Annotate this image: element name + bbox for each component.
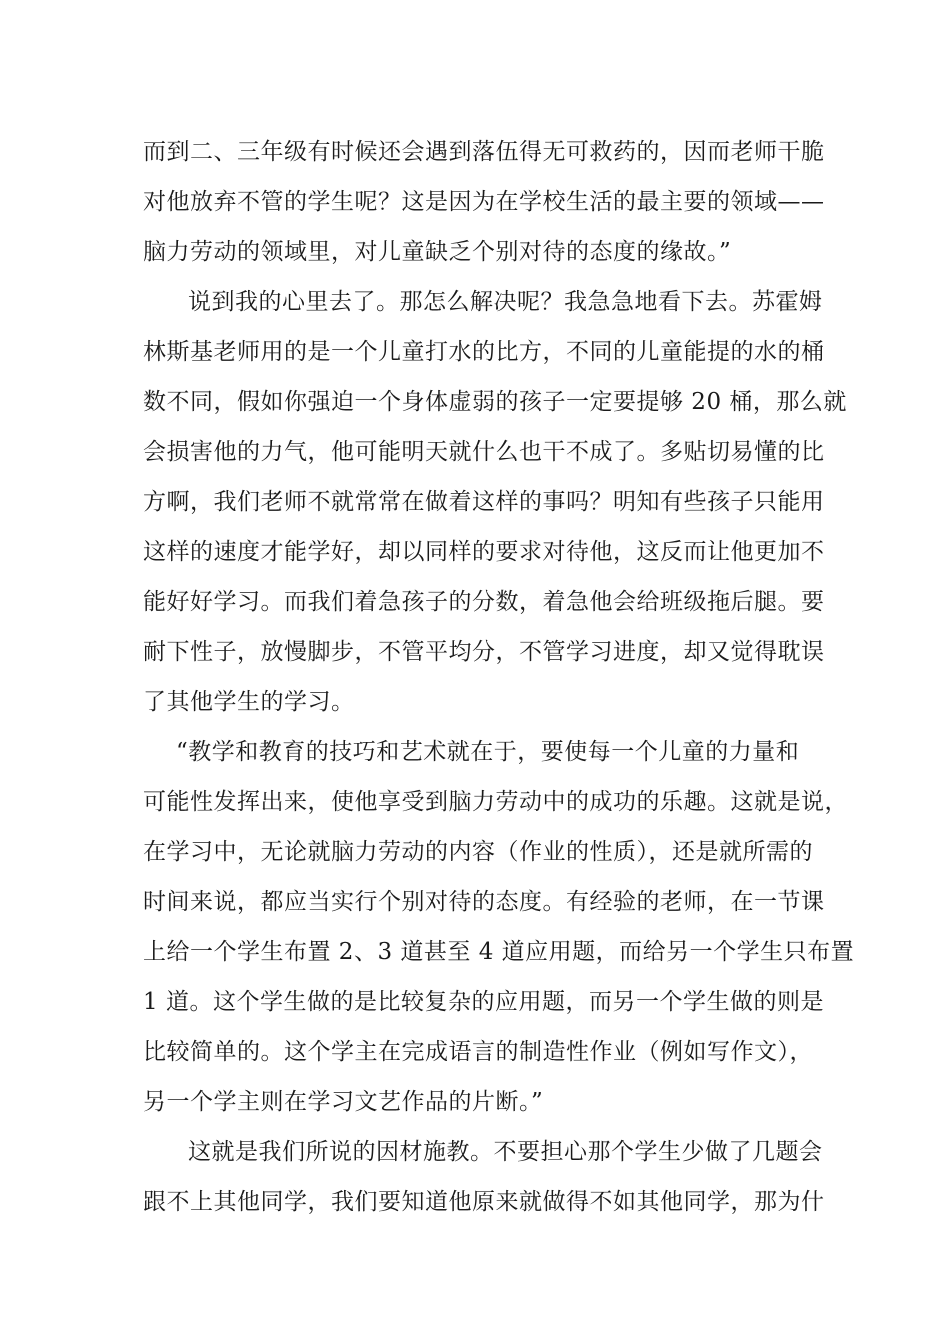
text-line: 比较简单的。这个学主在完成语言的制造性作业（例如写作文）， xyxy=(143,1039,813,1065)
paragraph-first-line: 说到我的心里去了。那怎么解决呢？我急急地看下去。苏霍姆 xyxy=(188,289,823,315)
text-line: 另一个学主则在学习文艺作品的片断。” xyxy=(143,1089,544,1115)
text-line: 而到二、三年级有时候还会遇到落伍得无可救药的，因而老师干脆 xyxy=(143,139,825,165)
text-line: 可能性发挥出来，使他享受到脑力劳动中的成功的乐趣。这就是说， xyxy=(143,789,848,815)
text-line: 跟不上其他同学，我们要知道他原来就做得不如其他同学，那为什 xyxy=(143,1189,825,1215)
text-line: 数不同，假如你强迫一个身体虚弱的孩子一定要提够 20 桶，那么就 xyxy=(143,389,847,415)
text-line: 这样的速度才能学好，却以同样的要求对待他，这反而让他更加不 xyxy=(143,539,825,565)
text-line: 能好好学习。而我们着急孩子的分数，着急他会给班级拖后腿。要 xyxy=(143,589,825,615)
text-line: 脑力劳动的领域里，对儿童缺乏个别对待的态度的缘故。” xyxy=(143,239,732,265)
text-line: 了其他学生的学习。 xyxy=(143,689,355,715)
text-line: 对他放弃不管的学生呢？这是因为在学校生活的最主要的领域—— xyxy=(143,189,825,215)
paragraph-first-line: 这就是我们所说的因材施教。不要担心那个学生少做了几题会 xyxy=(188,1139,823,1165)
text-line: 时间来说，都应当实行个别对待的态度。有经验的老师，在一节课 xyxy=(143,889,825,915)
text-line: 耐下性子，放慢脚步，不管平均分，不管学习进度，却又觉得耽误 xyxy=(143,639,825,665)
text-line: 林斯基老师用的是一个儿童打水的比方，不同的儿童能提的水的桶 xyxy=(143,339,825,365)
text-line: 上给一个学生布置 2、3 道甚至 4 道应用题，而给另一个学生只布置 xyxy=(143,939,855,965)
text-line: 在学习中，无论就脑力劳动的内容（作业的性质），还是就所需的 xyxy=(143,839,813,865)
quote-first-line: “教学和教育的技巧和艺术就在于，要使每一个儿童的力量和 xyxy=(176,739,800,765)
text-line: 方啊，我们老师不就常常在做着这样的事吗？明知有些孩子只能用 xyxy=(143,489,825,515)
text-line: 会损害他的力气，他可能明天就什么也干不成了。多贴切易懂的比 xyxy=(143,439,825,465)
text-line: 1 道。这个学生做的是比较复杂的应用题，而另一个学生做的则是 xyxy=(143,989,824,1015)
